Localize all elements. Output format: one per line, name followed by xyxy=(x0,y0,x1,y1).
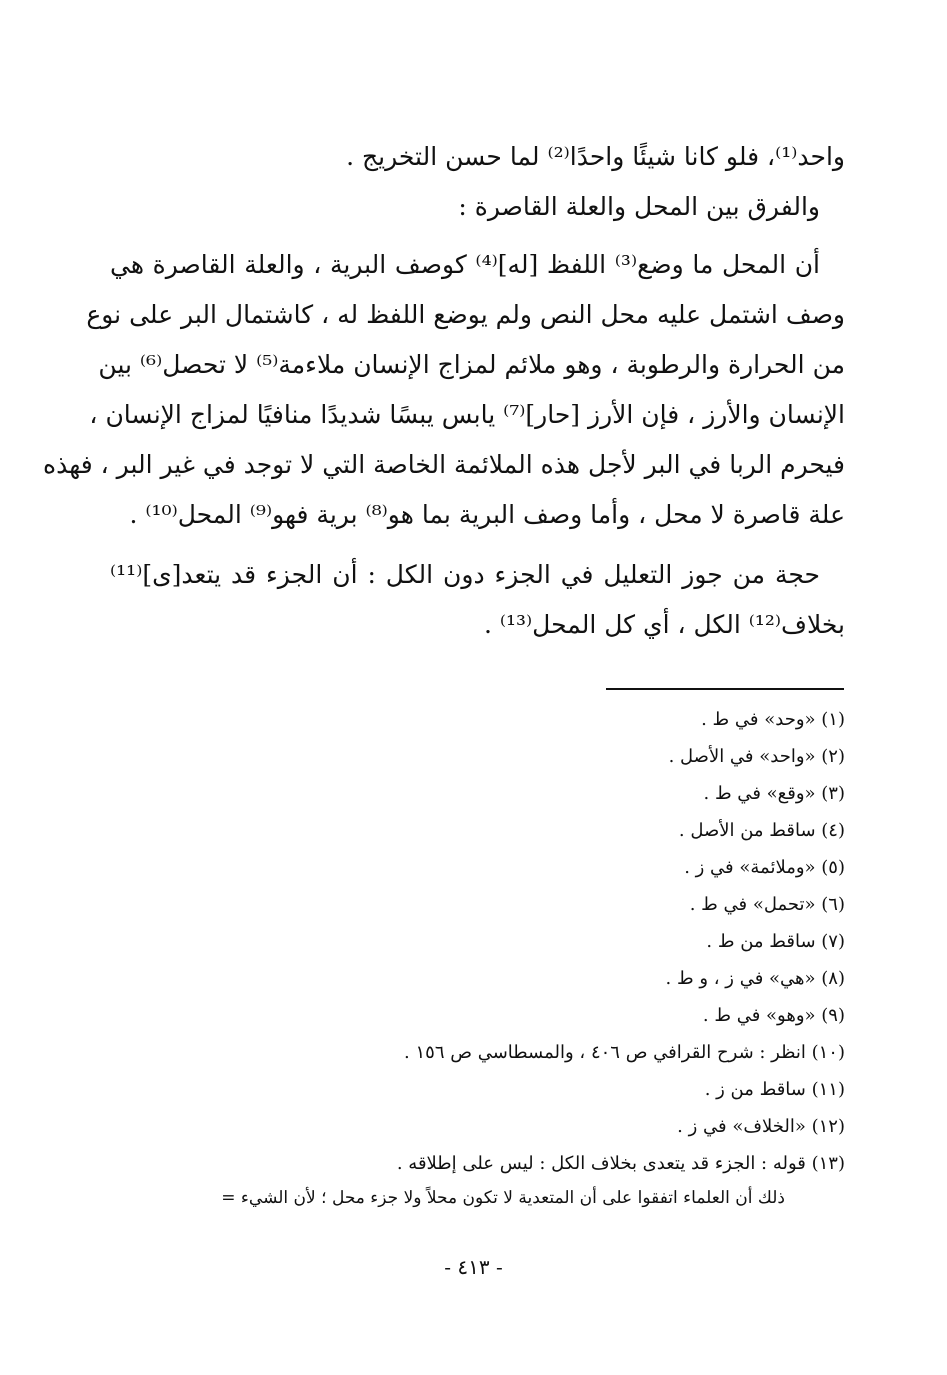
footnote-continuation: ذلك أن العلماء اتفقوا على أن المتعدية لا تكون محلاً ولا جزء محل ؛ لأن الشيء = xyxy=(221,1188,785,1208)
footnote: (٦) «تحمل» في ط . xyxy=(689,894,845,915)
main-text xyxy=(43,132,845,650)
footnote: (١١) ساقط من ز . xyxy=(704,1079,845,1100)
text-line: من الحرارة والرطوبة ، وهو ملائم لمزاج الإنسان ملاءمة⁽⁵⁾ لا تحصل⁽⁶⁾ بين xyxy=(98,350,845,379)
footnote: (٥) «وملائمة» في ز . xyxy=(684,857,845,878)
footnotes xyxy=(100,701,845,1214)
text-line: علة قاصرة لا محل ، وأما وصف البرية بما هو⁽⁸⁾ برية فهو⁽⁹⁾ المحل⁽¹⁰⁾ . xyxy=(129,500,845,529)
text-line: حجة من جوز التعليل في الجزء دون الكل : أن الجزء قد يتعد[ى]⁽¹¹⁾ xyxy=(110,560,820,589)
footnote: (٤) ساقط من الأصل . xyxy=(678,820,845,841)
text-line: أن المحل ما وضع⁽³⁾ اللفظ [له]⁽⁴⁾ كوصف البرية ، والعلة القاصرة هي xyxy=(110,250,820,279)
page-number: - ٤١٣ - xyxy=(444,1255,503,1279)
text-line: واحد⁽¹⁾، فلو كانا شيئًا واحدًا⁽²⁾ لما حسن التخريج . xyxy=(346,142,845,171)
footnote: (٣) «وقع» في ط . xyxy=(703,783,845,804)
section-heading: والفرق بين المحل والعلة القاصرة : xyxy=(458,192,820,221)
text-line: بخلاف⁽¹²⁾ الكل ، أي كل المحل⁽¹³⁾ . xyxy=(483,610,845,639)
footnote: (١٢) «الخلاف» في ز . xyxy=(677,1116,845,1137)
footnote-separator xyxy=(606,688,844,690)
footnote: (٢) «واحد» في الأصل . xyxy=(668,746,845,767)
footnote: (١٠) انظر : شرح القرافي ص ٤٠٦ ، والمسطاسي ص ١٥٦ . xyxy=(404,1042,845,1063)
footnote: (١٣) قوله : الجزء قد يتعدى بخلاف الكل : ليس على إطلاقه . xyxy=(396,1153,845,1174)
text-line: وصف اشتمل عليه محل النص ولم يوضع اللفظ له ، كاشتمال البر على نوع xyxy=(86,300,845,329)
text-line: الإنسان والأرز ، فإن الأرز [حار]⁽⁷⁾ يابس يبسًا شديدًا منافيًا لمزاج الإنسان ، xyxy=(89,400,845,429)
text-line: فيحرم الربا في البر لأجل هذه الملائمة الخاصة التي لا توجد في غير البر ، فهذه xyxy=(43,450,845,479)
footnote: (٧) ساقط من ط . xyxy=(706,931,845,952)
footnote: (١) «وحد» في ط . xyxy=(701,709,845,730)
footnote: (٨) «هي» في ز ، و ط . xyxy=(665,968,845,989)
footnote: (٩) «وهو» في ط . xyxy=(702,1005,845,1026)
